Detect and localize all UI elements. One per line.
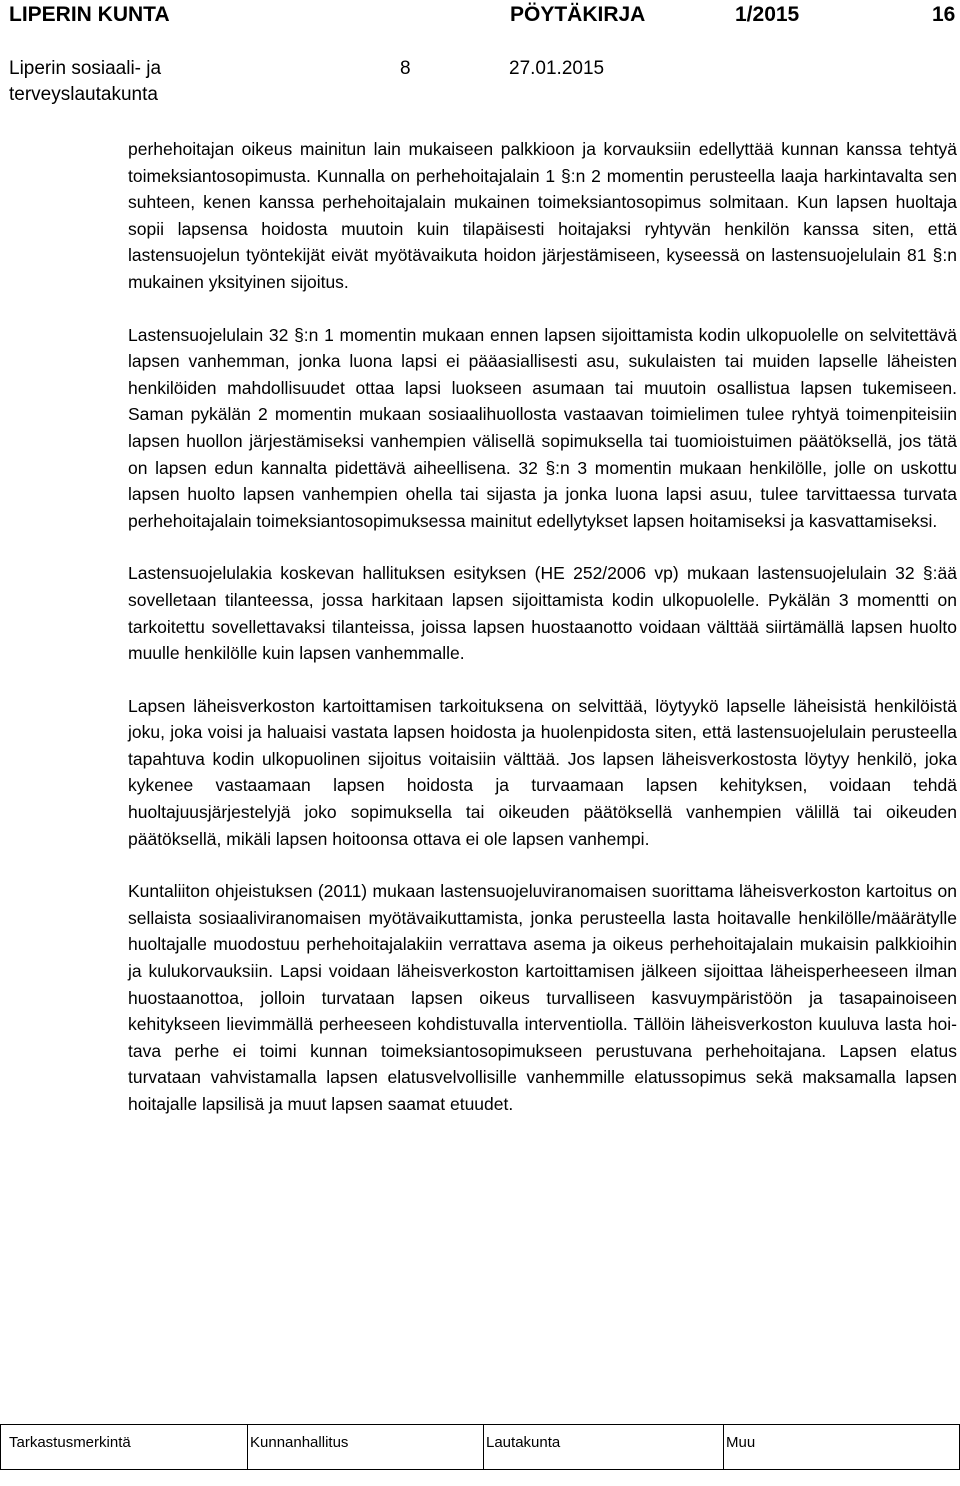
document-type: PÖYTÄKIRJA — [510, 3, 646, 26]
page-number: 16 — [932, 3, 956, 26]
document-number: 1/2015 — [735, 3, 800, 26]
page-header — [0, 0, 960, 110]
board-name: Liperin sosiaali- ja terveyslautakunta — [9, 58, 162, 105]
paragraph: Lastensuojelulain 32 §:n 1 momentin mukaan ennen lapsen sijoittamista kodin ulkopuolelle on selvitettävä lapsen vanhemman, jonka luona lapsi ei pääasiallisesti asu, sukulaisten tai muiden lapselle läheisten henkilöiden mahdollisuudet ottaa lapsi luokseen asumaan tai muutoin osallistua lapsen tukemiseen. Saman pykälän 2 momentin mukaan sosiaalihuollosta vastaavan toimielimen tulee ryhtyä toimenpiteisiin lapsen huollon järjestämiseksi vanhempien välisellä sopimuksella tai tuomioistuimen päätöksellä, jos tätä on lapsen edun kannalta pidettävä aiheellisena. 32 §:n 3 momentin mukaan henkilölle, jolle on uskottu lapsen huolto lapsen vanhempien ohella tai sijasta ja jonka luona lapsi asuu, tulee tarvittaessa turvata perhehoitajalain toimeksiantosopimuksessa mainitut edellytykset lapsen hoitamiseksi ja kasvattamiseksi. — [128, 324, 957, 531]
footer-committee-label: Lautakunta — [486, 1434, 561, 1451]
meeting-date: 27.01.2015 — [509, 58, 605, 79]
document-body — [128, 136, 957, 1144]
page-footer — [0, 1424, 960, 1486]
footer-other-cell — [724, 1424, 960, 1469]
paragraph: perhehoitajan oikeus mainitun lain mukaiseen palkkioon ja korvauksiin edellyttää kunnan kanssa tehtyä toimeksiantosopimusta. Kunnalla on perhehoitajalain 1 §:n 2 momentin perusteella laaja harkintavalta sen suhteen, kenen kanssa perhehoitajalain mukainen toimeksiantosopimus solmitaan. Kun lapsen huoltaja sopii lapsensa hoidosta muutoin kuin tilapäisesti hoitajaksi ryhtyvän henkilön kanssa siten, että lastensuojelun työntekijät eivät myötävaikuta hoidon järjestämiseen, kyseessä on lastensuojelulain 81 §:n mukainen yksityinen sijoitus. — [128, 139, 957, 292]
organization-name: LIPERIN KUNTA — [9, 3, 170, 26]
section-number: 8 — [400, 58, 411, 79]
paragraph: Kuntaliiton ohjeistuksen (2011) mukaan lastensuojeluviranomaisen suorittama läheisverkoston kartoitus on sellaista sosiaaliviranomaisen myötävaikuttamista, jonka perusteella lasta hoitavalle henkilölle/määrätylle huoltajalle muodostuu perhehoitajalakiin verrattava asema ja oikeus perhehoitajalain mukaisin palkkioihin ja kulukorvauksiin. Lapsi voidaan läheisverkoston kartoittamisen jälkeen sijoittaa läheisperheeseen ilman huostaanottoa, jolloin turvataan lapsen oikeus turvalliseen kasvuympäristöön ja tasapainoiseen kehitykseen lievimmällä perheeseen kohdistuvalla interventiolla. Tällöin läheisverkoston kuuluva lasta hoitava perhe ei toimi kunnan toimeksiantosopimukseen perustuvana perhehoitajana. Lapsen elatus turvataan vahvistamalla lapsen elatusvelvollisille vanhemmille elatussopimus sekä maksamalla lapsen hoitajalle lapsilisä ja muut lapsen saamat etuudet. — [128, 881, 957, 1114]
footer-municipal-board-cell — [248, 1424, 484, 1469]
footer-other-label: Muu — [726, 1434, 756, 1451]
paragraph: Lastensuojelulakia koskevan hallituksen esityksen (HE 252/2006 vp) mukaan lastensuojelulain 32 §:ää sovelletaan tilanteessa, jossa harkitaan lapsen sijoittamista kodin ulkopuolelle. Pykälän 3 momentti on tarkoitettu sovellettavaksi tilanteissa, joissa lapsen huostaanotto voidaan välttää siirtämällä lapsen huolto muulle henkilölle kuin lapsen vanhemmalle. — [128, 563, 957, 664]
footer-check-mark-label: Tarkastusmerkintä — [9, 1434, 131, 1451]
paragraph: Lapsen läheisverkoston kartoittamisen tarkoituksena on selvittää, löytyykö lapselle läheisistä henkilöistä joku, joka voisi ja haluaisi vastata lapsen hoidosta ja huolenpidosta siten, että lastensuojelulain perusteella tapahtuva kodin ulkopuolinen sijoitus voitaisiin välttää. Jos lapsen läheisverkostosta löytyy henkilö, joka kykenee vastaamaan lapsen hoidosta ja turvaamaan lapsen kehityksen, voidaan tehdä huoltajuusjärjestelyjä joko sopimuksella tai oikeuden päätöksellä vanhempien välillä tai oikeuden päätöksellä, mikäli lapsen hoitoonsa ottava ei ole lapsen vanhempi. — [128, 695, 957, 849]
footer-check-mark-cell — [0, 1424, 248, 1469]
footer-committee-cell — [484, 1424, 724, 1469]
footer-municipal-board-label: Kunnanhallitus — [250, 1434, 349, 1451]
footer-bottom-divider — [0, 1469, 960, 1470]
